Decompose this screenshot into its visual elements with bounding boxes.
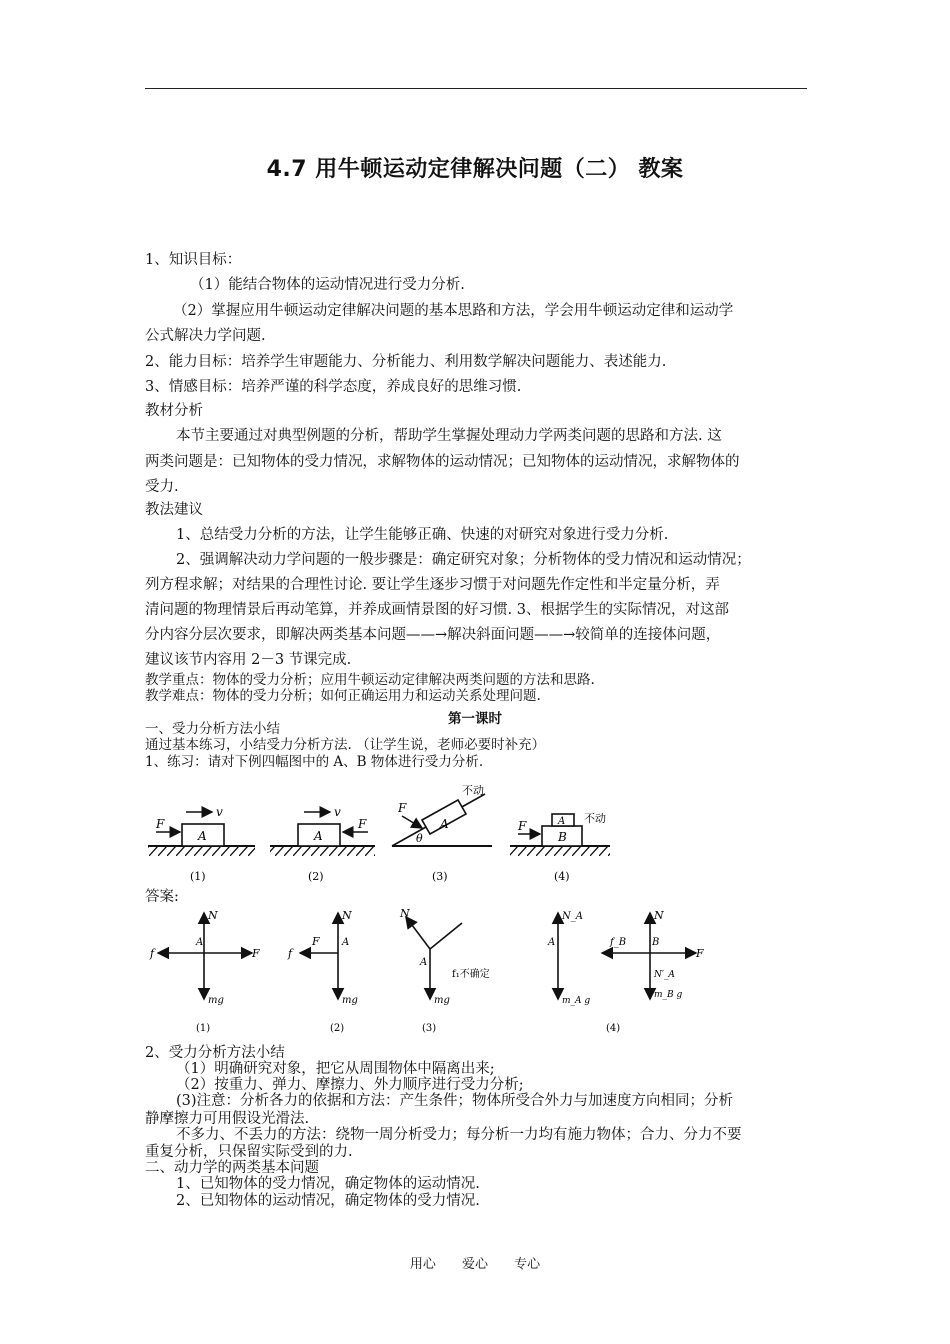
text-line: 重复分析，只保留实际受到的力. [145,1144,353,1160]
text-line: 两类问题是：已知物体的受力情况，求解物体的运动情况；已知物体的运动情况，求解物体的 [145,454,740,470]
force-label: F [358,817,367,831]
svg-text:B: B [652,937,660,948]
force-diagram-3 [399,907,490,1034]
svg-text:mg: mg [434,995,450,1006]
header-rule [145,88,807,89]
svg-text:F: F [312,935,320,948]
text-line: 受力. [145,479,179,495]
svg-text:N: N [342,909,352,922]
svg-text:N: N [400,907,410,920]
velocity-label: v [216,805,223,819]
text-line: 3、情感目标：培养严谨的科学态度，养成良好的思维习惯. [145,379,522,395]
figure-label: (4) [554,870,570,883]
svg-text:F: F [252,947,260,960]
setup-2 [270,805,375,883]
setup-3 [392,783,492,883]
text-line: 本节主要通过对典型例题的分析，帮助学生掌握处理动力学两类问题的思路和方法. 这 [176,428,722,444]
text-line: 1、练习：请对下例四幅图中的 A、B 物体进行受力分析. [145,754,484,770]
text-line: 1、已知物体的受力情况，确定物体的运动情况. [176,1176,480,1192]
setup-1 [148,805,255,883]
text-line: 2、强调解决动力学问题的一般步骤是：确定研究对象；分析物体的受力情况和运动情况； [176,552,751,568]
force-label: F [518,819,527,833]
text-line: 列方程求解；对结果的合理性讨论. 要让学生逐步习惯于对问题先作定性和半定量分析，弄 [145,577,720,593]
svg-text:f: f [288,947,293,960]
page-footer: 用心 爱心 专心 [409,1257,541,1272]
figure-label: (3) [432,870,448,883]
fixed-label: 不动 [584,812,606,825]
block-label: A [314,829,323,843]
text-line: 2、已知物体的运动情况，确定物体的受力情况. [176,1193,480,1209]
svg-text:(2): (2) [330,1023,345,1034]
svg-text:mg: mg [208,995,224,1006]
force-diagram-4 [547,909,704,1034]
svg-text:N: N [654,909,664,922]
text-line: 1、知识目标： [145,252,242,268]
block-label: B [558,830,567,844]
section-heading: 二、动力学的两类基本问题 [145,1160,319,1176]
force-label: F [156,817,165,831]
block-label: A [558,816,566,827]
text-line: 清问题的物理情景后再动笔算，并养成画情景图的好习惯. 3、根据学生的实际情况，对这部 [145,602,729,618]
text-line: 建议该节内容用 2－3 节课完成. [145,652,352,668]
text-line: （2）按重力、弹力、摩擦力、外力顺序进行受力分析; [176,1077,524,1093]
svg-text:m_B g: m_B g [654,990,683,1000]
text-line: 公式解决力学问题. [145,328,266,344]
svg-text:m_A g: m_A g [562,996,591,1006]
svg-text:A: A [548,937,556,948]
svg-text:A: A [342,937,350,948]
text-line: 通过基本练习，小结受力分析方法. （让学生说，老师必要时补充） [145,737,546,753]
force-diagram-2 [287,909,358,1034]
text-line: （1）明确研究对象，把它从周围物体中隔离出来; [176,1061,495,1077]
svg-text:mg: mg [342,995,358,1006]
exercise-figure [140,776,640,888]
figure-label: (1) [190,870,206,883]
text-line: 不多力、不丢力的方法：绕物一周分析受力；每分析一力均有施力物体；合力、分力不要 [176,1127,742,1143]
fixed-label: 不动 [462,784,484,797]
answer-label: 答案: [145,889,179,905]
block-label: A [198,829,207,843]
text-line: 分内容分层次要求，即解决两类基本问题——→解决斜面问题——→较简单的连接体问题， [145,627,721,643]
svg-text:(3): (3) [422,1023,437,1034]
svg-text:(4): (4) [606,1023,621,1034]
svg-text:A: A [196,937,204,948]
text-line: 教学难点：物体的受力分析；如何正确运用力和运动关系处理问题. [145,688,541,704]
force-label: F [398,801,407,815]
svg-text:F: F [696,947,704,960]
force-diagram-1 [149,909,260,1034]
figure-label: (2) [308,870,324,883]
text-line: 2、能力目标：培养学生审题能力、分析能力、利用数学解决问题能力、表述能力. [145,354,667,370]
text-line: （1）能结合物体的运动情况进行受力分析. [190,277,465,293]
text-line: 教学重点：物体的受力分析；应用牛顿运动定律解决两类问题的方法和思路. [145,672,595,688]
text-line: 静摩擦力可用假设光滑法. [145,1111,310,1127]
angle-label: θ [416,832,423,845]
svg-text:A: A [420,957,428,968]
setup-4 [510,811,610,883]
svg-text:f_B: f_B [610,937,627,948]
section-heading: 2、受力分析方法小结 [145,1045,285,1061]
svg-text:(1): (1) [196,1023,211,1034]
velocity-label: v [334,805,341,819]
text-line: （2）掌握应用牛顿运动定律解决问题的基本思路和方法，学会用牛顿运动定律和运动学 [173,303,734,319]
answer-figure [140,905,720,1040]
section-heading: 教材分析 [145,403,203,419]
svg-text:N′_A: N′_A [654,970,675,980]
page-title: 4.7 用牛顿运动定律解决问题（二） 教案 [266,157,684,182]
text-line: 1、总结受力分析的方法，让学生能够正确、快速的对研究对象进行受力分析. [176,527,669,543]
section-heading: 教法建议 [145,502,203,518]
lesson-heading: 第一课时 [448,711,502,727]
svg-text:N: N [208,909,218,922]
text-line: (3)注意：分析各力的依据和方法：产生条件；物体所受合外力与加速度方向相同；分析 [176,1093,734,1109]
svg-text:f: f [150,947,155,960]
block-label: A [440,817,449,831]
section-heading: 一、受力分析方法小结 [145,721,280,737]
svg-text:f₁不确定: f₁不确定 [452,969,490,980]
svg-text:N_A: N_A [562,911,583,922]
